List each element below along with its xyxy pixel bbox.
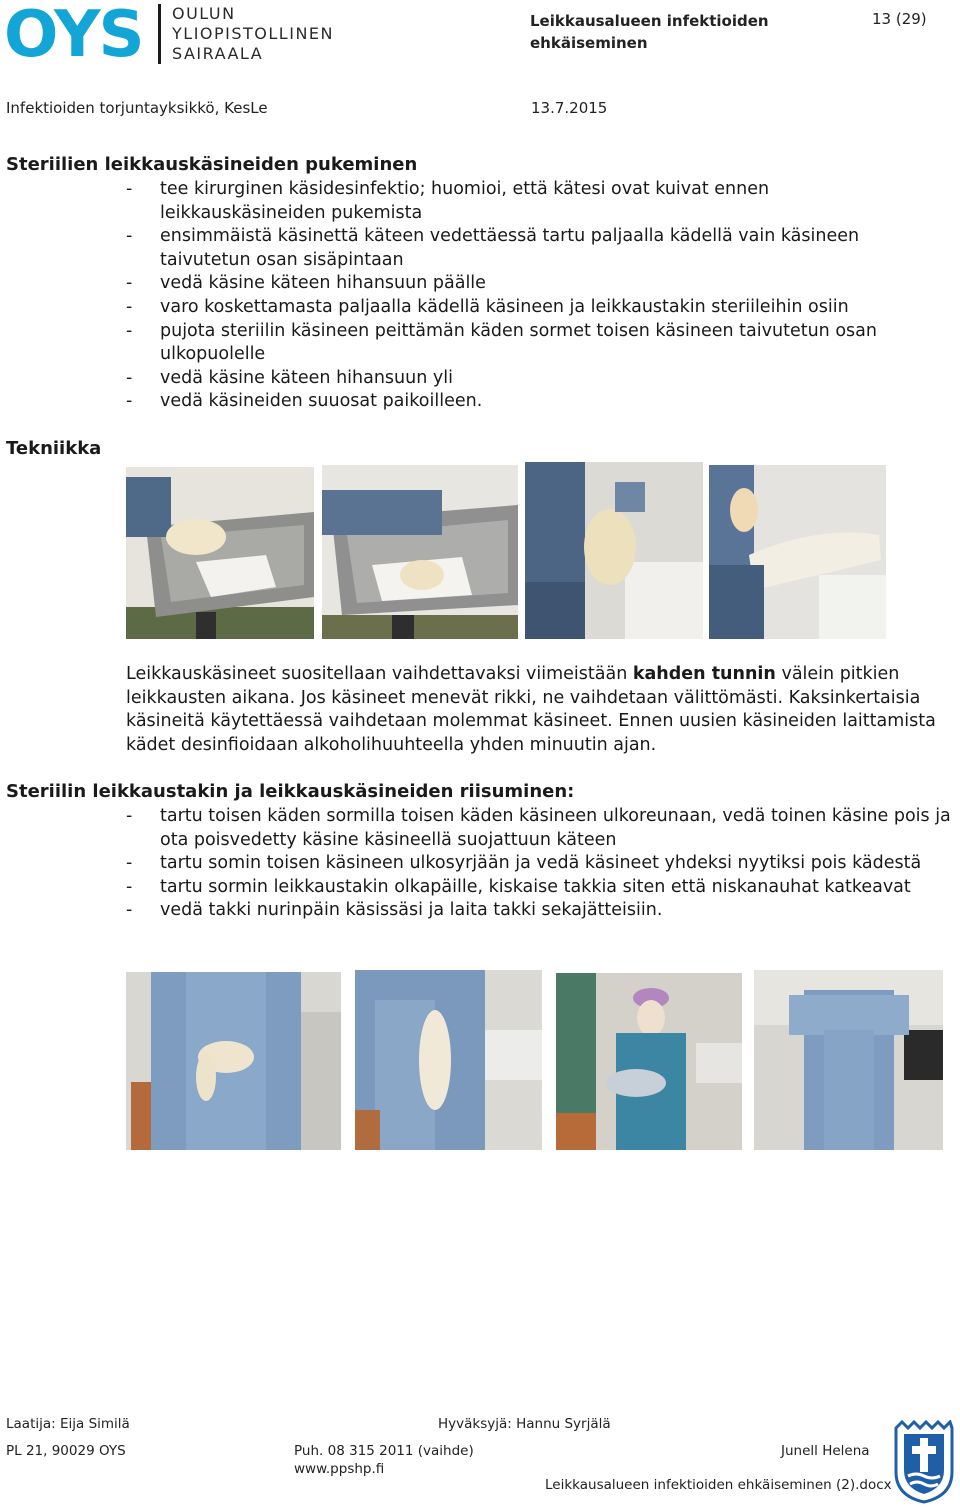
list-item: - tartu somin toisen käsineen ulkosyrjään ja vedä käsineet yhdeksi nyytiksi pois kädestä [126, 853, 922, 874]
section-heading-gloving: Steriilien leikkauskäsineiden pukeminen [6, 154, 418, 175]
logo-divider [158, 4, 161, 64]
list-item: - pujota steriilin käsineen peittämän käden sormet toisen käsineen taivutetun osan ulkopuolelle [126, 320, 877, 365]
list-item: - vedä käsineiden suuosat paikoilleen. [126, 391, 483, 412]
document-title: Leikkausalueen infektioiden ehkäiseminen [530, 12, 769, 52]
phone-number: Puh. 08 315 2011 (vaihde) [294, 1443, 474, 1459]
section-heading-removal: Steriilin leikkaustakin ja leikkauskäsineiden riisuminen: [6, 781, 575, 802]
gloving-photo-4 [709, 465, 886, 639]
removal-photo-1 [126, 972, 341, 1150]
page-number: 13 (29) [872, 10, 927, 28]
list-item: - vedä takki nurinpäin käsissäsi ja laita takki sekajätteisiin. [126, 900, 663, 921]
technique-label: Tekniikka [6, 438, 102, 459]
oys-logo [4, 2, 152, 62]
website-link[interactable]: www.ppshp.fi [294, 1461, 385, 1477]
gloving-photo-1 [126, 467, 314, 639]
gloving-steps [126, 178, 926, 414]
list-item: - varo koskettamasta paljaalla kädellä käsineen ja leikkaustakin steriileihin osiin [126, 296, 849, 317]
gloving-photo-2 [322, 465, 518, 639]
removal-photo-3 [556, 973, 742, 1150]
removal-photo-4 [754, 970, 943, 1150]
person-name: Junell Helena [781, 1443, 870, 1459]
list-item: - tartu toisen käden sormilla toisen käden käsineen ulkoreunaan, vedä toinen käsine pois ja ota poisvedetty käsine käsineellä suojattuun käteen [126, 806, 951, 850]
removal-steps [126, 805, 960, 923]
postal-address: PL 21, 90029 OYS [6, 1443, 126, 1459]
coat-of-arms-logo [892, 1420, 956, 1504]
glove-change-note: Leikkauskäsineet suositellaan vaihdettavaksi viimeistään kahden tunnin välein pitkien leikkausten aikana. Jos käsineet menevät rikki, ne vaihdetaan välittömästi. Kaksinkertaisia käsineitä käytettäessä vaihdetaan molemmat käsineet. Ennen uusien käsineiden laittamista kädet desinfioidaan alkoholihuuhteella yhden minuutin ajan. [126, 664, 936, 755]
svg-text:OYS: OYS [4, 2, 143, 62]
removal-photo-2 [355, 970, 542, 1150]
list-item: - tartu sormin leikkaustakin olkapäille, kiskaise takkia siten että niskanauhat katkeavat [126, 876, 911, 897]
list-item: - vedä käsine käteen hihansuun päälle [126, 273, 486, 294]
list-item: - ensimmäistä käsinettä käteen vedettäessä tartu paljaalla kädellä vain käsineen taivutetun osan sisäpintaan [126, 226, 860, 270]
unit-name: Infektioiden torjuntayksikkö, KesLe [6, 99, 268, 117]
file-name: Leikkausalueen infektioiden ehkäiseminen (2).docx [545, 1477, 892, 1493]
list-item: - vedä käsine käteen hihansuun yli [126, 367, 453, 388]
emphasis-two-hours: kahden tunnin [632, 664, 776, 684]
hospital-name: OULUN YLIOPISTOLLINEN SAIRAALA [172, 4, 334, 63]
list-item: - tee kirurginen käsidesinfektio; huomioi, että kätesi ovat kuivat ennen leikkauskäsineiden pukemista [126, 179, 770, 223]
approver: Hyväksyjä: Hannu Syrjälä [438, 1416, 611, 1432]
gloving-photo-3 [525, 462, 703, 639]
author: Laatija: Eija Similä [6, 1416, 130, 1432]
document-date: 13.7.2015 [531, 99, 608, 117]
